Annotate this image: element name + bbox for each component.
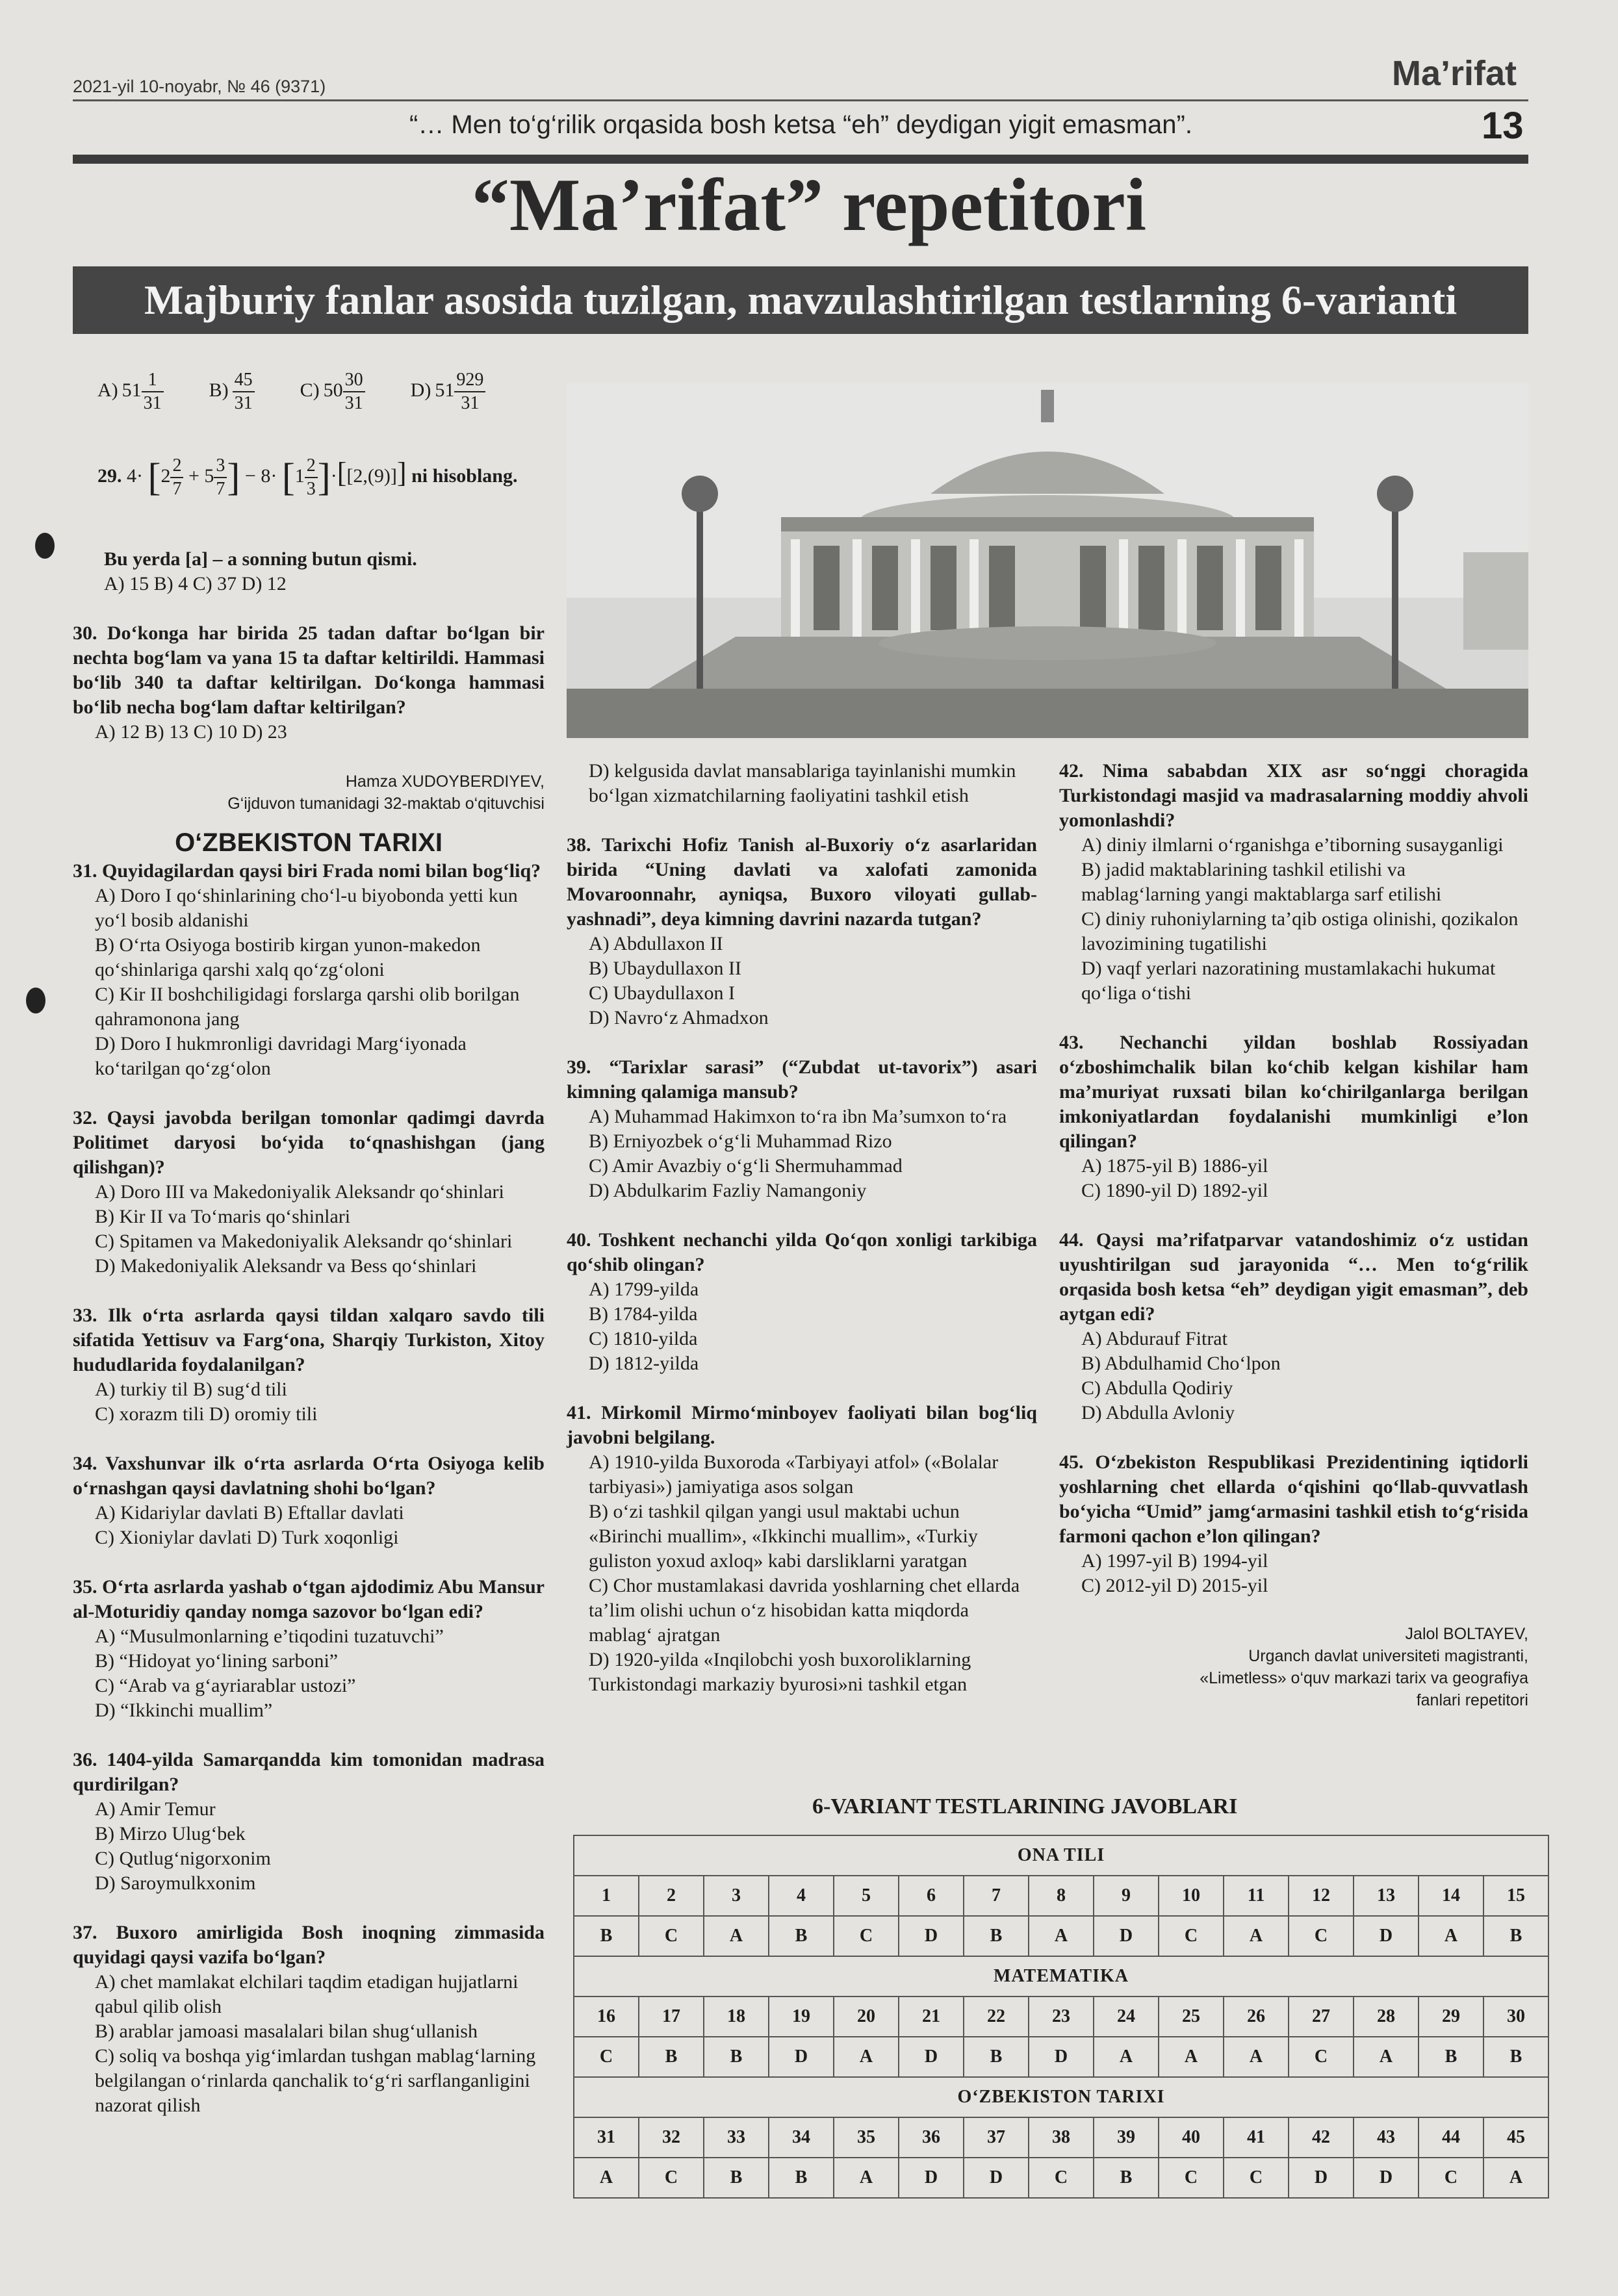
header-rule: [73, 99, 1528, 101]
question-text: 40. Toshkent nechanchi yilda Qo‘qon xonligi tarkibiga qo‘shib olingan?: [567, 1229, 1037, 1275]
fraction: [454, 369, 485, 415]
question-number: 28: [1354, 1996, 1419, 2037]
question-number: 15: [1483, 1876, 1548, 1916]
museum-photo-svg: [567, 383, 1528, 738]
question-number: 4: [769, 1876, 834, 1916]
answer-option: B) 1784-yilda: [589, 1303, 698, 1325]
author2-line2: «Limetless» o‘quv markazi tarix va geografiya: [1200, 1669, 1528, 1687]
question-number: 36: [899, 2117, 964, 2158]
answer-option: B) Mirzo Ulug‘bek: [95, 1823, 246, 1844]
question-number: 10: [1159, 1876, 1224, 1916]
answer-option: A) Kidariylar davlati B) Eftallar davlati: [95, 1502, 404, 1524]
question-block: [73, 859, 545, 1081]
answer-letter: C: [574, 2037, 639, 2077]
answer-letter: D: [1354, 2158, 1419, 2198]
answer-letter: B: [1419, 2037, 1483, 2077]
number-row: [574, 1876, 1548, 1916]
denominator: 3: [306, 479, 316, 499]
numerator: 30: [343, 369, 365, 392]
section-name: O‘ZBEKISTON TARIXI: [574, 2077, 1548, 2117]
question-number: 8: [1029, 1876, 1094, 1916]
q29-term: 8: [261, 465, 271, 487]
question-text: 36. 1404-yilda Samarqandda kim tomonidan madrasa qurdirilgan?: [73, 1749, 545, 1795]
section-header-row: [574, 1835, 1548, 1876]
answer-letter: C: [1159, 2158, 1224, 2198]
answer-option: A) Amir Temur: [95, 1798, 216, 1820]
answer-option: C) “Arab va g‘ayriarablar ustozi”: [95, 1675, 356, 1696]
answer-option: D) vaqf yerlari nazoratining mustamlakachi hukumat qo‘liga o‘tishi: [1081, 958, 1496, 1004]
answer-letter: D: [769, 2037, 834, 2077]
answer-option: C) diniy ruhoniylarning ta’qib ostiga olinishi, qozikalon lavozimining tugatilishi: [1081, 908, 1519, 954]
page-number: 13: [1482, 105, 1524, 147]
option-label: C): [300, 379, 320, 401]
answer-letter: D: [1094, 1916, 1159, 1956]
questions-col2: [567, 759, 1037, 1697]
q29-term: 1: [294, 465, 305, 487]
q29-note: Bu yerda [a] – a sonning butun qismi.: [104, 548, 417, 570]
bracket: ]: [317, 455, 331, 499]
answer-letter: B: [704, 2158, 769, 2198]
question-number: 20: [834, 1996, 899, 2037]
number-row: [574, 2117, 1548, 2158]
answer-letter: A: [1419, 1916, 1483, 1956]
denominator: 31: [234, 393, 253, 413]
question-number: 42: [1289, 2117, 1354, 2158]
answer-letter: B: [964, 2037, 1029, 2077]
answer-letter: B: [1483, 1916, 1548, 1956]
answer-letter: A: [574, 2158, 639, 2198]
fraction: [170, 455, 183, 500]
punch-hole: [35, 533, 55, 559]
spacer: [73, 596, 545, 621]
answer-row: [574, 1916, 1548, 1956]
author-name: Hamza XUDOYBERDIYEV,: [345, 772, 545, 791]
answer-option: A) Muhammad Hakimxon to‘ra ibn Ma’sumxon to‘ra: [589, 1106, 1007, 1127]
issue-date: 2021-yil 10-noyabr, № 46 (9371): [73, 77, 326, 96]
answer-letter: B: [704, 2037, 769, 2077]
answer-letter: A: [1094, 2037, 1159, 2077]
answer-option: C) 2012-yil D) 2015-yil: [1081, 1575, 1268, 1596]
fraction: [343, 369, 365, 415]
fraction-options: [97, 369, 531, 415]
section-heading-history: O‘ZBEKISTON TARIXI: [175, 828, 443, 857]
answer-option: B) Abdulhamid Cho‘lpon: [1081, 1353, 1281, 1374]
q29-options: A) 15 B) 4 C) 37 D) 12: [104, 573, 287, 594]
answer-option: A) Abdullaxon II: [589, 933, 723, 954]
denominator: 31: [461, 393, 480, 413]
answer-option: D) Makedoniyalik Aleksandr va Bess qo‘shinlari: [95, 1255, 477, 1277]
question-number: 12: [1289, 1876, 1354, 1916]
question-text: 42. Nima sababdan XIX asr so‘nggi choragida Turkistondagi masjid va madrasalarning moddiy ahvoli yomonlashdi?: [1059, 760, 1528, 831]
answer-option: C) Spitamen va Makedoniyalik Aleksandr qo‘shinlari: [95, 1231, 513, 1252]
question-number: 11: [1224, 1876, 1289, 1916]
section-header-row: [574, 1956, 1548, 1996]
answer-letter: D: [899, 2158, 964, 2198]
answer-option: B) arablar jamoasi masalalari bilan shug‘ullanish: [95, 2021, 478, 2042]
answer-letter: A: [834, 2158, 899, 2198]
q29-formula: 29. 4· [2 $\frac{2}{7}$ + 5 $\frac{3}{7}$ ] − 8· [1 $\frac{2}{3}$ ]·[[2,(9)]] ni hisoblang.: [97, 455, 518, 499]
answer-option: C) xorazm tili D) oromiy tili: [95, 1403, 318, 1425]
answer-letter: B: [639, 2037, 704, 2077]
question-block: [567, 833, 1037, 1030]
question-text: 31. Quyidagilardan qaysi biri Frada nomi bilan bog‘liq?: [73, 860, 541, 882]
question-block: [73, 1451, 545, 1550]
answer-letter: D: [1029, 2037, 1094, 2077]
question-block: [73, 1748, 545, 1896]
answer-letter: A: [1224, 2037, 1289, 2077]
answer-option: B) o‘zi tashkil qilgan yangi usul maktabi uchun «Birinchi muallim», «Ikkinchi muallim», «Turkiy guliston yoxud axloq» kabi darsliklarni yaratgan: [589, 1501, 978, 1572]
question-number: 2: [639, 1876, 704, 1916]
answer-option: A) turkiy til B) sug‘d tili: [95, 1379, 287, 1400]
q30-text: 30. Do‘konga har birida 25 tadan daftar bo‘lgan bir nechta bog‘lam va yana 15 ta daftar keltirildi. Hammasi bo‘lib 340 ta daftar keltirilgan. Do‘konga hammasi bo‘lib necha bog‘lam daftar keltirilgan?: [73, 622, 545, 718]
question-block: [73, 1575, 545, 1723]
question-number: 17: [639, 1996, 704, 2037]
denominator: 31: [344, 393, 363, 413]
answer-option: D) Saroymulkxonim: [95, 1872, 256, 1894]
answer-option: D) Abdulkarim Fazliy Namangoniy: [589, 1180, 867, 1201]
q29-term: [2,(9)]: [346, 465, 397, 487]
newspaper-logo: Ma’rifat: [1392, 54, 1517, 93]
question-number: 23: [1029, 1996, 1094, 2037]
question-text: 32. Qaysi javobda berilgan tomonlar qadimgi davrda Politimet daryosi bo‘yida to‘qnashishgan (jang qilishgan)?: [73, 1107, 545, 1178]
number-row: [574, 1996, 1548, 2037]
question-block: [567, 1401, 1037, 1697]
question-number: 40: [1159, 2117, 1224, 2158]
answer-letter: D: [1289, 2158, 1354, 2198]
answer-option: A) Doro I qo‘shinlarining cho‘l-u biyobonda yetti kun yo‘l bosib aldanishi: [95, 885, 518, 931]
column-left-top: [73, 547, 545, 2143]
question-text: 34. Vaxshunvar ilk o‘rta asrlarda O‘rta Osiyoga kelib o‘rnashgan qaysi davlatning shohi bo‘lgan?: [73, 1453, 545, 1499]
option-label: B): [209, 379, 229, 401]
bracket: [: [337, 456, 347, 489]
question-number: 30: [1483, 1996, 1548, 2037]
answer-letter: C: [1224, 2158, 1289, 2198]
question-number: 41: [1224, 2117, 1289, 2158]
author2-line3: fanlari repetitori: [1416, 1691, 1528, 1709]
answer-letter: C: [1159, 1916, 1224, 1956]
bracket: ]: [396, 456, 407, 489]
answer-letter: C: [1289, 1916, 1354, 1956]
question-block: [1059, 1228, 1528, 1425]
q29-term: 2: [161, 465, 171, 487]
questions-col3: [1059, 759, 1528, 1598]
answer-option: C) soliq va boshqa yig‘imlardan tushgan mablag‘larning belgilangan o‘rinlarda qanchalik to‘g‘ri sarflanganligini nazorat qilish: [95, 2045, 536, 2116]
question-block: [1059, 1450, 1528, 1598]
column-right: [1059, 759, 1528, 1711]
question-text: 38. Tarixchi Hofiz Tanish al-Buxoriy o‘z asarlaridan birida “Uning davlati va xalofati zamonida Movaroonnahr, ayniqsa, Buxoro viloyati gullab-yashnadi”, deya kimning davrini nazarda tutgan?: [567, 834, 1037, 930]
q29-term: 5: [204, 465, 214, 487]
question-number: 7: [964, 1876, 1029, 1916]
question-block: [73, 1106, 545, 1279]
question-text: 43. Nechanchi yildan boshlab Rossiyadan o‘zboshimchalik bilan ko‘chib kelgan kishilar ham ma’muriyat ruxsati bilan ko‘chirilganlarga berilgan imkoniyatlardan foydalanishi mumkinligi e’lon qilingan?: [1059, 1032, 1528, 1152]
question-number: 44: [1419, 2117, 1483, 2158]
denominator: 7: [216, 479, 225, 499]
question-text: 33. Ilk o‘rta asrlarda qaysi tildan xalqaro savdo tili sifatida Yettisuv va Farg‘ona, Sharqiy Turkiston, Xitoy hududlarida foydalanilgan?: [73, 1305, 545, 1375]
answer-option: A) chet mamlakat elchilari taqdim etadigan hujjatlarni qabul qilib olish: [95, 1971, 519, 2017]
answer-option: A) 1910-yilda Buxoroda «Tarbiyayi atfol» («Bolalar tarbiyasi») jamiyatiga asos solgan: [589, 1451, 999, 1498]
answer-row: [574, 2158, 1548, 2198]
answer-letter: A: [1159, 2037, 1224, 2077]
answer-letter: D: [899, 1916, 964, 1956]
question-number: 32: [639, 2117, 704, 2158]
answer-letter: D: [964, 2158, 1029, 2198]
answer-option: D) 1812-yilda: [589, 1353, 699, 1374]
denominator: 31: [143, 393, 162, 413]
answer-row: [574, 2037, 1548, 2077]
question-number: 16: [574, 1996, 639, 2037]
question-text: 37. Buxoro amirligida Bosh inoqning zimmasida quyidagi qaysi vazifa bo‘lgan?: [73, 1922, 545, 1968]
answer-option: C) Chor mustamlakasi davrida yoshlarning chet ellarda ta’lim olishi uchun o‘z hisobidan katta miqdorda mablag‘ ajratgan: [589, 1575, 1020, 1646]
section-header-row: [574, 2077, 1548, 2117]
section-name: MATEMATIKA: [574, 1956, 1548, 1996]
answer-option: D) Navro‘z Ahmadxon: [589, 1007, 769, 1028]
answer-option: C) Abdulla Qodiriy: [1081, 1377, 1233, 1399]
question-block: [1059, 1030, 1528, 1203]
answer-letter: B: [769, 2158, 834, 2198]
question-text: 45. O‘zbekiston Respublikasi Prezidentining iqtidorli yoshlarning chet ellarda o‘qishini qo‘llab-quvvatlash bo‘yicha “Umid” jamg‘armasini tashkil etish to‘g‘risida farmoni qachon e’lon qilingan?: [1059, 1451, 1528, 1547]
answer-letter: B: [964, 1916, 1029, 1956]
question-number: 38: [1029, 2117, 1094, 2158]
question-number: 1: [574, 1876, 639, 1916]
denominator: 7: [172, 479, 182, 499]
answer-letter: C: [1029, 2158, 1094, 2198]
question-number: 43: [1354, 2117, 1419, 2158]
question-block: [567, 759, 1037, 808]
question-number: 26: [1224, 1996, 1289, 2037]
question-number: 45: [1483, 2117, 1548, 2158]
punch-hole: [26, 988, 45, 1014]
answer-option: B) Kir II va To‘maris qo‘shinlari: [95, 1206, 351, 1227]
numerator: 2: [305, 455, 318, 478]
subtitle-banner: Majburiy fanlar asosida tuzilgan, mavzulashtirilgan testlarning 6-varianti: [73, 266, 1528, 334]
answer-letter: C: [1419, 2158, 1483, 2198]
bracket: ]: [227, 455, 240, 499]
numerator: 45: [233, 369, 255, 392]
question-number: 27: [1289, 1996, 1354, 2037]
answer-option: C) Qutlug‘nigorxonim: [95, 1848, 271, 1869]
q29-suffix: ni hisoblang.: [411, 465, 518, 487]
answer-option: C) 1890-yil D) 1892-yil: [1081, 1180, 1268, 1201]
option-whole: 51: [435, 379, 455, 401]
answer-option: A) Doro III va Makedoniyalik Aleksandr qo‘shinlari: [95, 1181, 504, 1203]
answer-letter: A: [834, 2037, 899, 2077]
answer-option: C) Kir II boshchiligidagi forslarga qarshi olib borilgan qahramonona jang: [95, 984, 520, 1030]
answer-option: C) Ubaydullaxon I: [589, 982, 735, 1004]
question-number: 39: [1094, 2117, 1159, 2158]
answers-title: 6-VARIANT TESTLARINING JAVOBLARI: [812, 1794, 1238, 1818]
bracket: [: [281, 455, 295, 499]
question-block: [73, 1303, 545, 1427]
question-number: 6: [899, 1876, 964, 1916]
answer-option: D) Doro I hukmronligi davridagi Marg‘iyonada ko‘tarilgan qo‘zg‘olon: [95, 1033, 467, 1079]
answer-letter: A: [1029, 1916, 1094, 1956]
numerator: 1: [142, 369, 164, 392]
museum-photo: [567, 383, 1528, 738]
answers-table-wrap: [573, 1835, 1549, 2199]
option-whole: 51: [122, 379, 142, 401]
answer-option: C) Xioniylar davlati D) Turk xoqonligi: [95, 1527, 399, 1548]
fraction: [233, 369, 255, 415]
column-middle: [567, 759, 1037, 1722]
question-number: 29: [1419, 1996, 1483, 2037]
answer-option: A) 1875-yil B) 1886-yil: [1081, 1155, 1268, 1177]
numerator: 929: [454, 369, 485, 392]
question-number: 13: [1354, 1876, 1419, 1916]
answer-letter: B: [769, 1916, 834, 1956]
question-number: 19: [769, 1996, 834, 2037]
question-text: 44. Qaysi ma’rifatparvar vatandoshimiz o‘z ustidan uyushtirilgan sud jarayonida “… Men to‘g‘rilik orqasida bosh ketsa “eh” deydigan yigit emasman”, deb aytgan edi?: [1059, 1229, 1528, 1325]
answer-option: A) “Musulmonlarning e’tiqodini tuzatuvchi”: [95, 1626, 444, 1647]
answer-option: B) jadid maktablarining tashkil etilishi va mablag‘larning yangi maktablarga sarf etilishi: [1081, 859, 1442, 905]
author2-name: Jalol BOLTAYEV,: [1405, 1625, 1528, 1643]
answer-option: C) Amir Avazbiy o‘g‘li Shermuhammad: [589, 1155, 903, 1177]
answer-option: A) 1997-yil B) 1994-yil: [1081, 1550, 1268, 1572]
question-number: 18: [704, 1996, 769, 2037]
question-number: 35: [834, 2117, 899, 2158]
question-number: 25: [1159, 1996, 1224, 2037]
question-text: 39. “Tarixlar sarasi” (“Zubdat ut-tavorix”) asari kimning qalamiga mansub?: [567, 1056, 1037, 1103]
question-number: 33: [704, 2117, 769, 2158]
answer-letter: C: [834, 1916, 899, 1956]
question-number: 22: [964, 1996, 1029, 2037]
answer-letter: C: [639, 2158, 704, 2198]
header-quote: “… Men to‘g‘rilik orqasida bosh ketsa “eh” deydigan yigit emasman”.: [409, 110, 1192, 139]
question-number: 34: [769, 2117, 834, 2158]
spacer: [73, 745, 545, 771]
answer-option: A) diniy ilmlarni o‘rganishga e’tiborning susayganligi: [1081, 834, 1504, 856]
q29-term: 4: [127, 465, 136, 487]
answer-option: D) 1920-yilda «Inqilobchi yosh buxoroliklarning Turkistondagi markaziy byurosi»ni tashkil etgan: [589, 1649, 971, 1695]
answer-letter: A: [1224, 1916, 1289, 1956]
author2-line1: Urganch davlat universiteti magistranti,: [1248, 1647, 1528, 1665]
section-name: ONA TILI: [574, 1835, 1548, 1876]
answer-letter: D: [899, 2037, 964, 2077]
answer-option: D) “Ikkinchi muallim”: [95, 1700, 273, 1721]
author-place: G‘ijduvon tumanidagi 32-maktab o‘qituvchisi: [227, 795, 545, 813]
answer-letter: A: [1483, 2158, 1548, 2198]
question-number: 3: [704, 1876, 769, 1916]
question-number: 9: [1094, 1876, 1159, 1916]
fraction: [142, 369, 164, 415]
answer-letter: C: [1289, 2037, 1354, 2077]
answer-option: A) 1799-yilda: [589, 1279, 699, 1300]
fraction-option: [411, 369, 486, 415]
answer-option: B) “Hidoyat yo‘lining sarboni”: [95, 1650, 339, 1672]
question-number: 37: [964, 2117, 1029, 2158]
answer-letter: A: [1354, 2037, 1419, 2077]
option-label: D): [410, 379, 431, 401]
answer-letter: A: [704, 1916, 769, 1956]
option-label: A): [97, 379, 118, 401]
answer-letter: B: [1483, 2037, 1548, 2077]
answer-option: A) Abdurauf Fitrat: [1081, 1328, 1227, 1349]
fraction-option: [97, 369, 164, 415]
question-number: 31: [574, 2117, 639, 2158]
fraction-option: [300, 369, 365, 415]
question-block: [567, 1228, 1037, 1376]
question-number: 24: [1094, 1996, 1159, 2037]
answers-table: [573, 1835, 1549, 2199]
page-title: “Ma’rifat” repetitori: [471, 164, 1147, 247]
q30-options: A) 12 B) 13 C) 10 D) 23: [95, 721, 287, 743]
answer-letter: C: [639, 1916, 704, 1956]
option-whole: 50: [323, 379, 343, 401]
question-text: 41. Mirkomil Mirmo‘minboyev faoliyati bilan bog‘liq javobni belgilang.: [567, 1402, 1037, 1448]
fraction: [305, 455, 318, 500]
question-block: [73, 1920, 545, 2118]
answer-letter: B: [1094, 2158, 1159, 2198]
fraction: [214, 455, 227, 500]
questions-col1: [73, 859, 545, 2118]
answer-option: D) Abdulla Avloniy: [1081, 1402, 1235, 1423]
question-block: [1059, 759, 1528, 1006]
question-number: 5: [834, 1876, 899, 1916]
fraction-option: [209, 369, 255, 415]
answer-option: B) O‘rta Osiyoga bostirib kirgan yunon-makedon qo‘shinlariga qarshi xalq qo‘zg‘oloni: [95, 934, 481, 980]
q29-number: 29.: [97, 465, 122, 487]
numerator: 2: [170, 455, 183, 478]
numerator: 3: [214, 455, 227, 478]
question-number: 21: [899, 1996, 964, 2037]
answer-letter: B: [574, 1916, 639, 1956]
answer-letter: D: [1354, 1916, 1419, 1956]
answer-option: D) kelgusida davlat mansablariga tayinlanishi mumkin bo‘lgan xizmatchilarning faoliyatini tashkil etish: [589, 760, 1016, 806]
answer-option: B) Ubaydullaxon II: [589, 958, 741, 979]
question-number: 14: [1419, 1876, 1483, 1916]
bracket: [: [148, 455, 161, 499]
answer-option: B) Erniyozbek o‘g‘li Muhammad Rizo: [589, 1130, 892, 1152]
answer-option: C) 1810-yilda: [589, 1328, 698, 1349]
question-text: 35. O‘rta asrlarda yashab o‘tgan ajdodimiz Abu Mansur al-Moturidiy qanday nomga sazovor bo‘lgan edi?: [73, 1576, 545, 1622]
question-block: [567, 1055, 1037, 1203]
